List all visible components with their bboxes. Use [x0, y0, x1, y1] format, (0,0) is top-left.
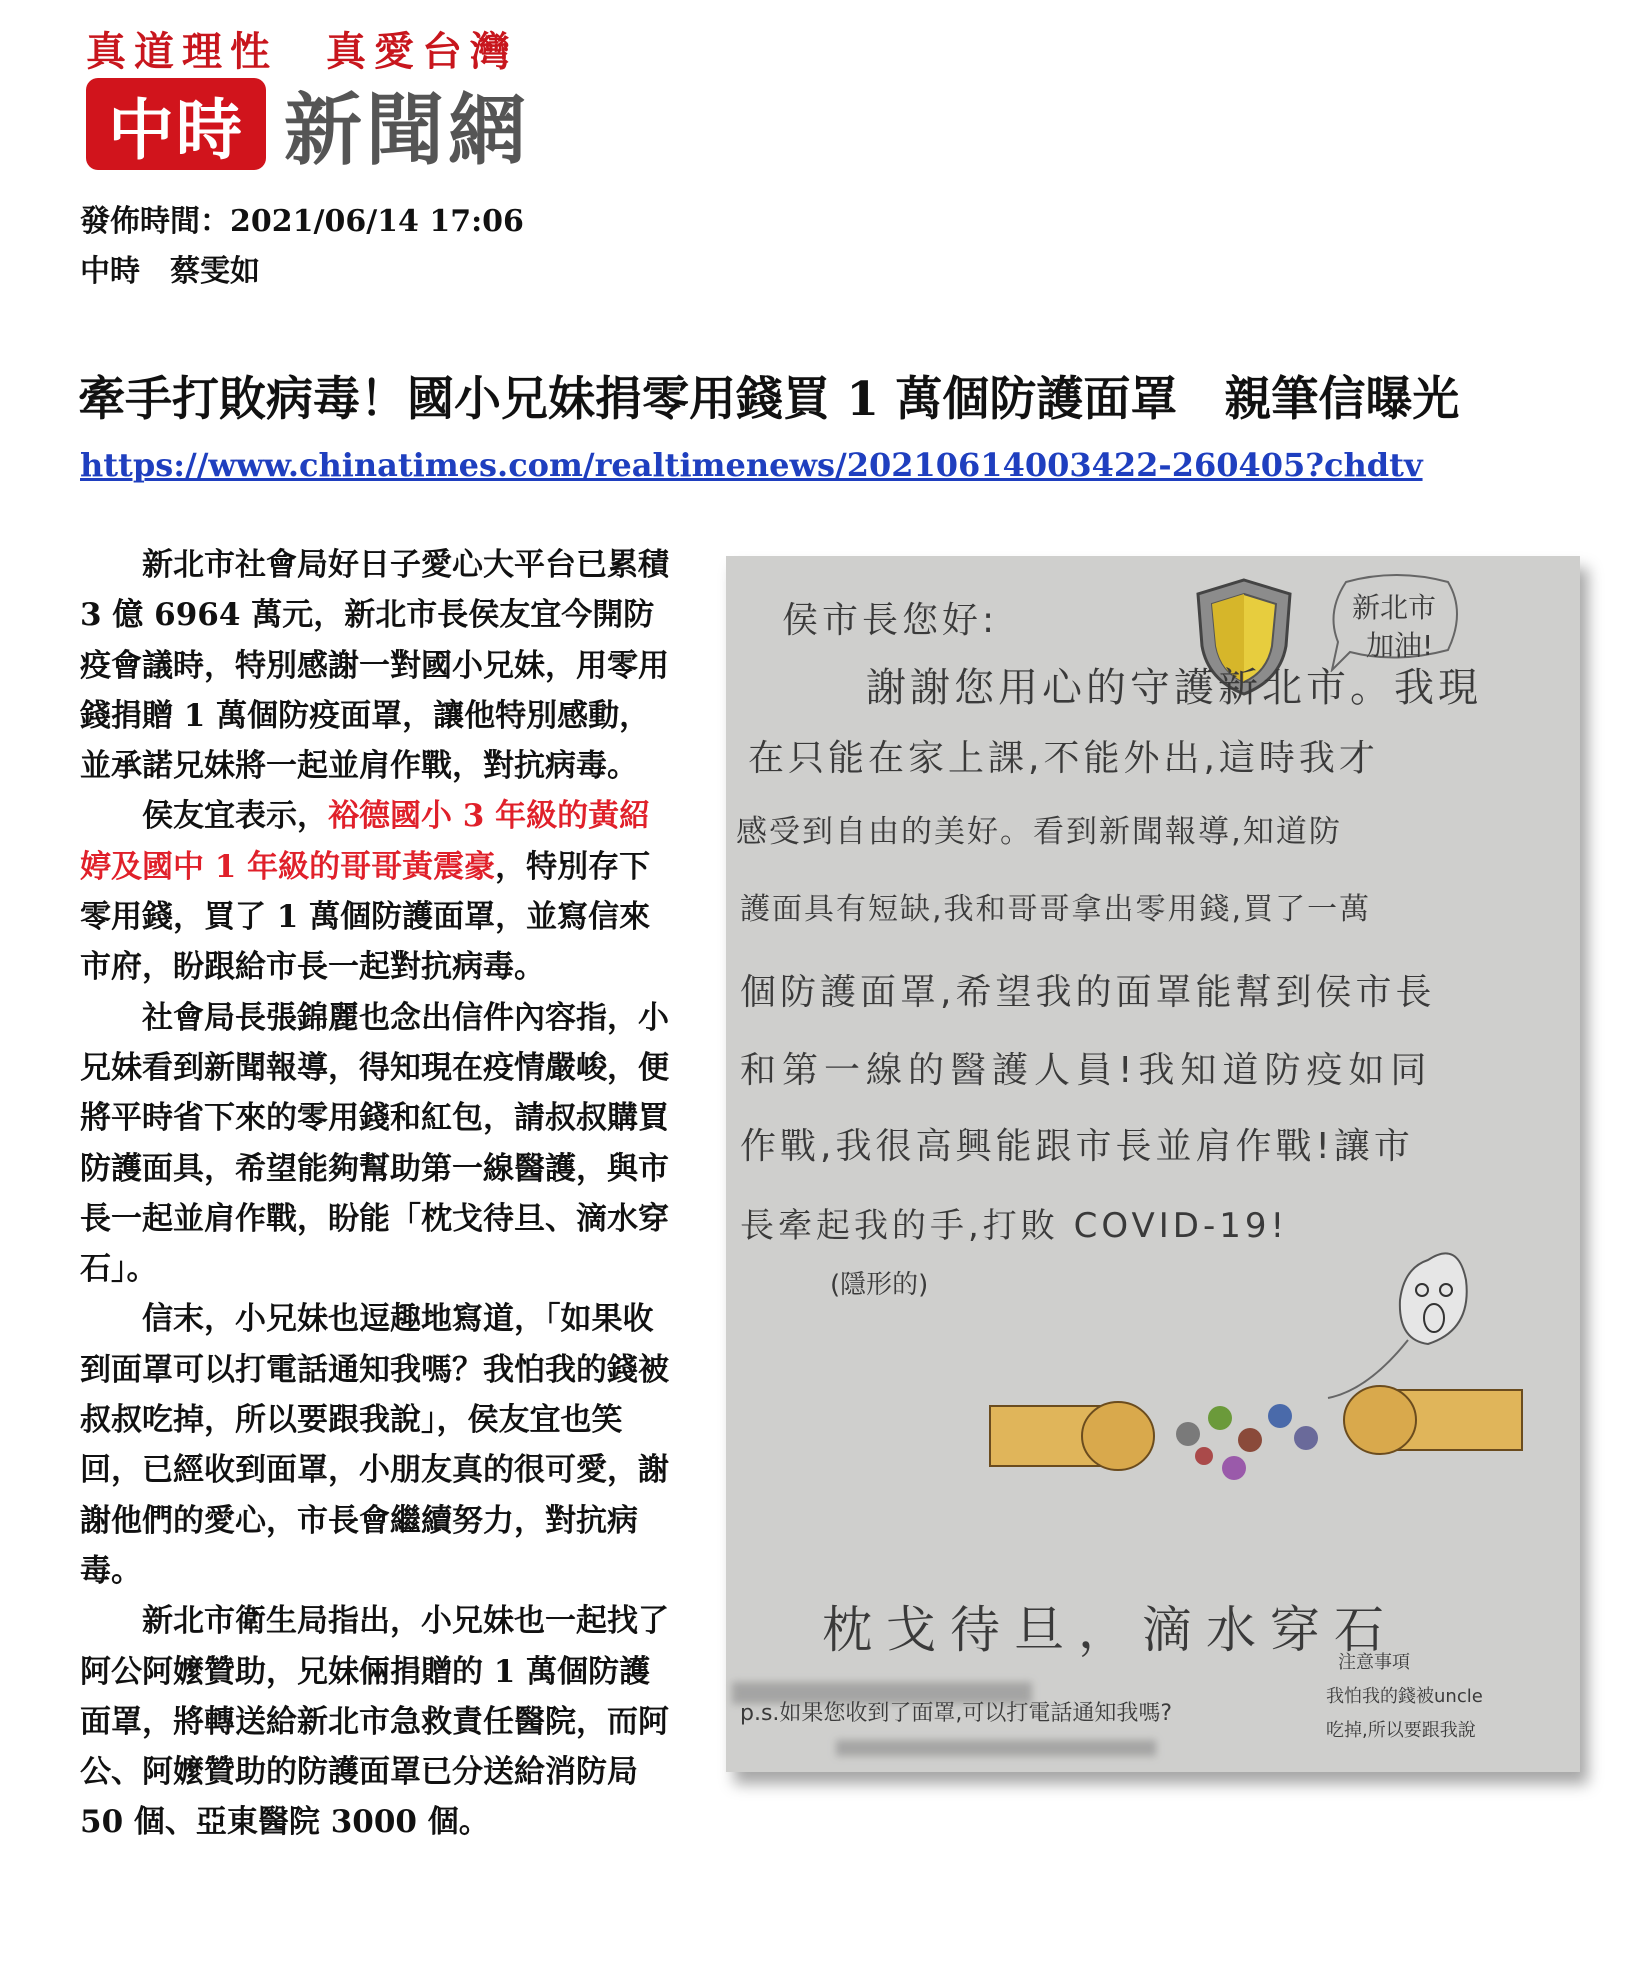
bubble-line: 加油! — [1366, 629, 1434, 662]
letter-postscript: p.s.如果您收到了面罩,可以打電話通知我嗎? — [740, 1701, 1173, 1726]
letter-greeting: 侯市長您好: — [782, 600, 999, 641]
letter-line: 感受到自由的美好。看到新聞報導,知道防 — [736, 814, 1342, 850]
paragraph: 新北市社會局好日子愛心大平台已累積 3 億 6964 萬元，新北市長侯友宜今開防疫會議時，特別感謝一對國小兄妹，用零用錢捐贈 1 萬個防疫面罩，讓他特別感動，並承諾兄妹將一起並肩作戰，對抗病毒。 — [80, 547, 669, 785]
handwritten-letter-photo — [726, 556, 1580, 1772]
article-headline: 牽手打敗病毒！國小兄妹捐零用錢買 1 萬個防護面罩 親筆信曝光 — [78, 372, 1460, 427]
article-link[interactable]: https://www.chinatimes.com/realtimenews/20210614003422-260405?chdtv — [80, 446, 1423, 484]
publish-time: 發佈時間：2021/06/14 17:06 — [80, 204, 524, 239]
article-body — [80, 540, 672, 1848]
paragraph-text: 侯友宜表示， — [142, 798, 328, 835]
site-logo[interactable] — [86, 78, 531, 176]
letter-line: 個防護面罩,希望我的面罩能幫到侯市長 — [740, 972, 1436, 1013]
paragraph — [80, 791, 672, 992]
logo-wordmark: 新聞網 — [284, 85, 531, 176]
paragraph: 新北市衛生局指出，小兄妹也一起找了阿公阿嬤贊助，兄妹倆捐贈的 1 萬個防護面罩，將轉送給新北市急救責任醫院，而阿公、阿嬤贊助的防護面罩已分送給消防局 50 個、亞東醫院 3000 個。 — [80, 1603, 669, 1841]
fists-and-virus-drawing — [988, 1220, 1528, 1520]
letter-line: 護面具有短缺,我和哥哥拿出零用錢,買了一萬 — [740, 892, 1372, 927]
highlight-text: 裕德國小 3 年級的黃紹婷及國中 1 年級的哥哥黃震豪 — [80, 798, 651, 885]
masthead-slogan: 真道理性 真愛台灣 — [86, 28, 518, 75]
letter-line: 在只能在家上課,不能外出,這時我才 — [748, 738, 1379, 779]
side-note-title: 注意事項 — [1338, 1652, 1410, 1673]
letter-line: 作戰,我很高興能跟市長並肩作戰!讓市 — [740, 1126, 1414, 1167]
paragraph: 信末，小兄妹也逗趣地寫道，「如果收到面罩可以打電話通知我嗎？我怕我的錢被叔叔吃掉，所以要跟我說」，侯友宜也笑回，已經收到面罩，小朋友真的很可愛，謝謝他們的愛心，市長會繼續努力，對抗病毒。 — [80, 1301, 669, 1589]
letter-line: 謝謝您用心的守護新北市。我現 — [866, 665, 1482, 711]
byline: 中時 蔡雯如 — [80, 254, 260, 289]
letter-line: 長牽起我的手,打敗 COVID-19! — [740, 1206, 1289, 1246]
letter-note: (隱形的) — [830, 1270, 929, 1300]
bubble-line: 新北市 — [1352, 591, 1437, 624]
side-note-line: 吃掉,所以要跟我說 — [1326, 1720, 1476, 1741]
letter-motto: 枕戈待旦，滴水穿石 — [822, 1601, 1398, 1659]
side-note-line: 我怕我的錢被uncle — [1326, 1686, 1483, 1707]
logo-mark: 中時 — [86, 78, 266, 170]
blurred-contact — [836, 1740, 1156, 1756]
paragraph: 社會局長張錦麗也念出信件內容指，小兄妹看到新聞報導，得知現在疫情嚴峻，便將平時省下來的零用錢和紅包，請叔叔購買防護面具，希望能夠幫助第一線醫護，與市長一起並肩作戰，盼能「枕戈待旦、滴水穿石」。 — [80, 999, 669, 1288]
letter-line: 和第一線的醫護人員!我知道防疫如同 — [740, 1050, 1433, 1091]
paragraph-text: ，特別存下零用錢，買了 1 萬個防護面罩，並寫信來市府，盼跟給市長一起對抗病毒。 — [80, 848, 651, 986]
